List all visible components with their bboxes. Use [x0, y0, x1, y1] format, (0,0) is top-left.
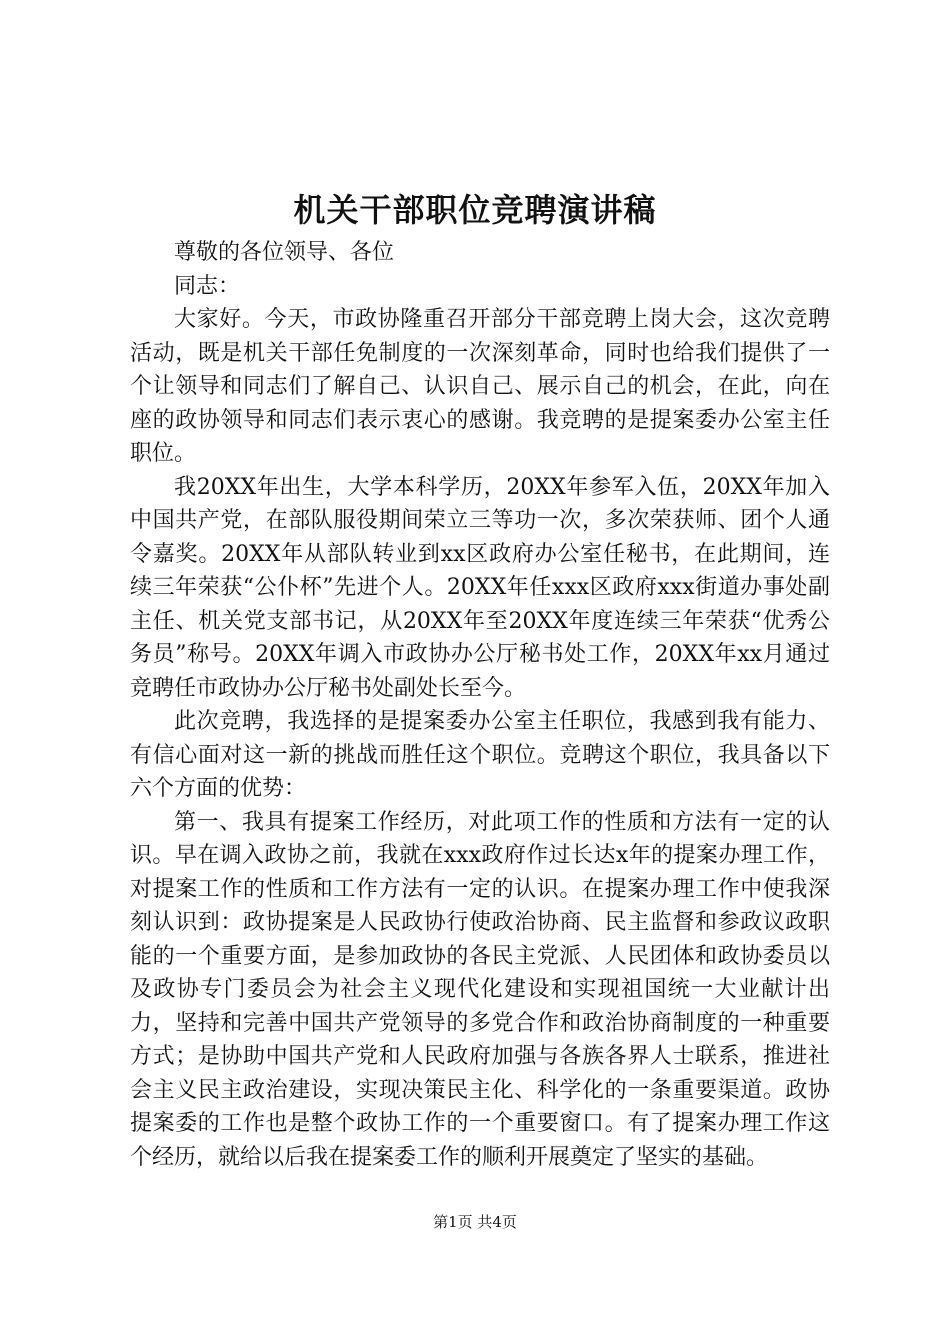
- paragraph-background: 我20XX年出生，大学本科学历，20XX年参军入伍，20XX年加入中国共产党，在部队服役期间荣立三等功一次，多次荣获师、团个人通令嘉奖。20XX年从部队转业到xx区政府办公室任秘书，在此期间，连续三年荣获“公仆杯”先进个人。20XX年任xxx区政府xxx街道办事处副主任、机关党支部书记，从20XX年至20XX年度连续三年荣获“优秀公务员”称号。20XX年调入市政协办公厅秘书处工作，20XX年xx月通过竞聘任市政协办公厅秘书处副处长至今。: [130, 474, 830, 701]
- document-title: 机关干部职位竞聘演讲稿: [293, 191, 657, 229]
- page-footer: 第1页 共4页: [433, 1213, 517, 1231]
- document-body: [130, 236, 830, 1174]
- greeting-line-2: 同志：: [174, 273, 241, 299]
- paragraph-opening: 大家好。今天，市政协隆重召开部分干部竞聘上岗大会，这次竞聘活动，既是机关干部任免制度的一次深刻革命，同时也给我们提供了一个让领导和同志们了解自己、认识自己、展示自己的机会，在此，向在座的政协领导和同志们表示衷心的感谢。我竞聘的是提案委办公室主任职位。: [130, 307, 830, 466]
- paragraph-motivation: 此次竞聘，我选择的是提案委办公室主任职位，我感到我有能力、有信心面对这一新的挑战而胜任这个职位。竞聘这个职位，我具备以下六个方面的优势：: [130, 709, 830, 801]
- greeting-line-1: 尊敬的各位领导、各位: [174, 240, 395, 265]
- paragraph-advantage-1: 第一、我具有提案工作经历，对此项工作的性质和方法有一定的认识。早在调入政协之前，我就在xxx政府作过长达x年的提案办理工作，对提案工作的性质和工作方法有一定的认识。在提案办理工作中使我深刻认识到：政协提案是人民政协行使政治协商、民主监督和参政议政职能的一个重要方面，是参加政协的各民主党派、人民团体和政协委员以及政协专门委员会为社会主义现代化建设和实现祖国统一大业献计出力，坚持和完善中国共产党领导的多党合作和政治协商制度的一种重要方式；是协助中国共产党和人民政府加强与各族各界人士联系，推进社会主义民主政治建设，实现决策民主化、科学化的一条重要渠道。政协提案委的工作也是整个政协工作的一个重要窗口。有了提案办理工作这个经历，就给以后我在提案委工作的顺利开展奠定了坚实的基础。: [130, 809, 830, 1170]
